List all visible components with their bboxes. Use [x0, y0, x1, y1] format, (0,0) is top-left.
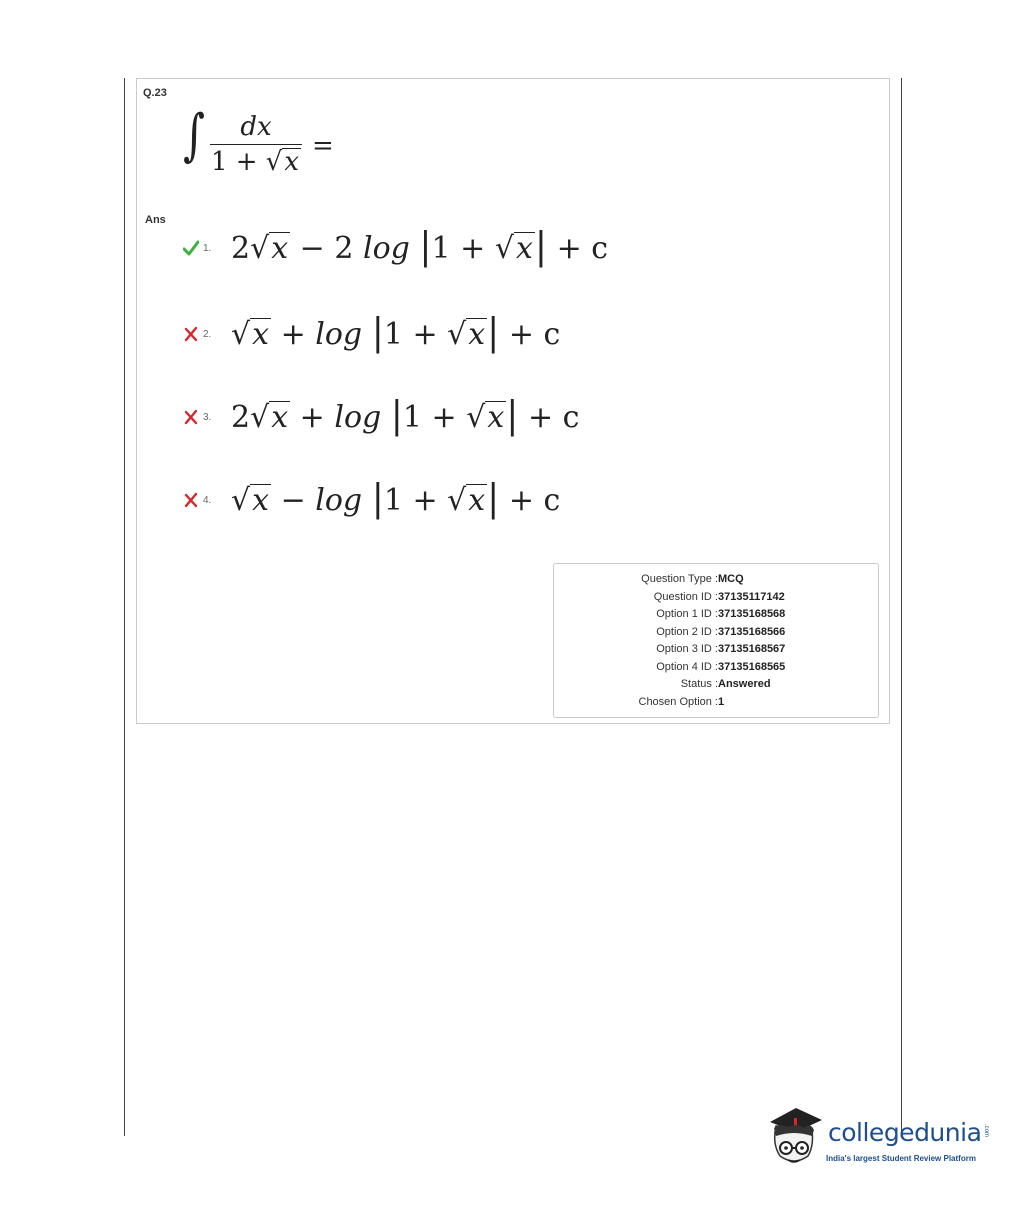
info-row-status: Status : Answered	[680, 678, 771, 690]
checkmark-icon	[183, 240, 199, 256]
info-row-chosen-option: Chosen Option : 1	[638, 695, 725, 708]
sqrt: √x	[265, 147, 300, 177]
integral-sign: ∫	[183, 103, 205, 168]
option-number: 4.	[203, 494, 212, 506]
page-border-right	[901, 78, 902, 1136]
page-border-left	[124, 78, 125, 1136]
logo-suffix: .com	[983, 1124, 989, 1138]
option-2[interactable]	[183, 310, 561, 354]
equals-sign: =	[312, 131, 334, 161]
option-expression: √x + log |1 + √x| + c	[231, 310, 561, 354]
question-number: Q.23	[143, 87, 167, 99]
logo-wordmark: collegedunia	[828, 1118, 982, 1147]
fraction-numerator: dx	[240, 112, 272, 142]
fraction-bar	[210, 144, 302, 145]
option-number: 2.	[203, 328, 212, 340]
option-expression: 2√x + log |1 + √x| + c	[231, 393, 580, 437]
integral-fraction	[210, 112, 302, 177]
info-row-option-2-id: Option 2 ID : 37135168566	[656, 625, 786, 638]
fraction-denominator: 1 + √x	[210, 147, 300, 177]
collegedunia-logo	[766, 1104, 996, 1174]
option-expression: 2√x − 2 log |1 + √x| + c	[231, 224, 609, 268]
option-number: 3.	[203, 411, 212, 423]
cross-icon	[183, 326, 199, 342]
option-number: 1.	[203, 242, 212, 254]
answer-label: Ans	[145, 214, 166, 226]
info-row-option-1-id: Option 1 ID : 37135168568	[656, 608, 786, 620]
logo-tagline: India's largest Student Review Platform	[826, 1154, 976, 1163]
option-4[interactable]	[183, 476, 561, 520]
mascot-icon	[766, 1104, 824, 1174]
info-row-question-type: Question Type : MCQ	[641, 573, 744, 585]
cross-icon	[183, 409, 199, 425]
info-row-option-3-id: Option 3 ID : 37135168567	[656, 643, 786, 655]
info-row-option-4-id: Option 4 ID : 37135168565	[656, 660, 786, 673]
option-1[interactable]	[183, 224, 609, 268]
question-info-panel	[553, 563, 879, 718]
option-3[interactable]	[183, 393, 580, 437]
cross-icon	[183, 492, 199, 508]
info-row-question-id: Question ID : 37135117142	[653, 590, 785, 603]
option-expression: √x − log |1 + √x| + c	[231, 476, 561, 520]
